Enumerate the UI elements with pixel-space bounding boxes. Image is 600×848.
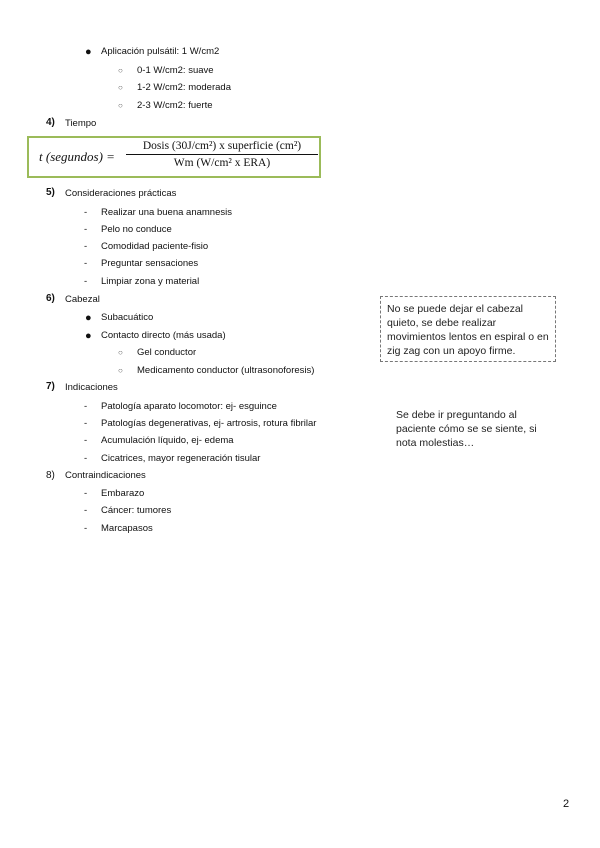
list-item: Patologías degenerativas, ej- artrosis, rotura fibrilar [101, 418, 317, 429]
formula-fraction [126, 140, 318, 169]
dash-bullet-icon: - [84, 207, 88, 218]
section-title-cabezal: Cabezal [65, 294, 100, 305]
section-title-contraindicaciones: Contraindicaciones [65, 470, 146, 481]
hollow-bullet-icon: ○ [118, 366, 123, 375]
section-number: 6) [46, 293, 55, 304]
section-title-consideraciones: Consideraciones prácticas [65, 188, 177, 199]
hollow-bullet-icon: ○ [118, 83, 123, 92]
list-item: Pelo no conduce [101, 224, 172, 235]
dash-bullet-icon: - [84, 505, 88, 516]
paciente-note: Se debe ir preguntando al paciente cómo se se siente, si nota molestias… [396, 409, 537, 449]
dash-bullet-icon: - [84, 523, 88, 534]
section-number: 7) [46, 381, 55, 392]
list-item: Medicamento conductor (ultrasonoforesis) [137, 365, 315, 376]
page-number: 2 [563, 798, 570, 810]
list-item: Embarazo [101, 488, 145, 499]
pulsatil-item: Aplicación pulsátil: 1 W/cm2 [101, 46, 220, 57]
bullet-icon: ● [85, 312, 92, 324]
list-item: 2-3 W/cm2: fuerte [137, 100, 213, 111]
dash-bullet-icon: - [84, 241, 88, 252]
section-title-tiempo: Tiempo [65, 118, 97, 129]
hollow-bullet-icon: ○ [118, 101, 123, 110]
list-item: Cicatrices, mayor regeneración tisular [101, 453, 261, 464]
list-item: 1-2 W/cm2: moderada [137, 82, 231, 93]
hollow-bullet-icon: ○ [118, 66, 123, 75]
dash-bullet-icon: - [84, 224, 88, 235]
list-item: Contacto directo (más usada) [101, 330, 226, 341]
bullet-icon: ● [85, 330, 92, 342]
dash-bullet-icon: - [84, 258, 88, 269]
formula-denominator: Wm (W/cm² x ERA) [173, 157, 271, 169]
list-item: Marcapasos [101, 523, 153, 534]
formula-box [27, 136, 321, 178]
dash-bullet-icon: - [84, 276, 88, 287]
cabezal-note: No se puede dejar el cabezal quieto, se debe realizar movimientos lentos en espiral o en zig zag con un apoyo firme. [380, 296, 556, 362]
list-item: Acumulación líquido, ej- edema [101, 435, 234, 446]
list-item: Subacuático [101, 312, 154, 323]
list-item: Realizar una buena anamnesis [101, 207, 232, 218]
dash-bullet-icon: - [84, 401, 88, 412]
hollow-bullet-icon: ○ [118, 348, 123, 357]
dash-bullet-icon: - [84, 488, 88, 499]
list-item: Cáncer: tumores [101, 505, 172, 516]
list-item: Patología aparato locomotor: ej- esguince [101, 401, 277, 412]
list-item: Gel conductor [137, 347, 197, 358]
formula-numerator: Dosis (30J/cm²) x superficie (cm²) [126, 140, 318, 155]
list-item: Preguntar sensaciones [101, 258, 199, 269]
dash-bullet-icon: - [84, 418, 88, 429]
section-number: 4) [46, 117, 55, 128]
section-title-indicaciones: Indicaciones [65, 382, 118, 393]
section-number: 8) [46, 470, 55, 481]
dash-bullet-icon: - [84, 453, 88, 464]
list-item: Limpiar zona y material [101, 276, 200, 287]
list-item: Comodidad paciente-fisio [101, 241, 209, 252]
bullet-icon: ● [85, 46, 92, 58]
formula-lhs: t (segundos) = [39, 149, 115, 164]
list-item: 0-1 W/cm2: suave [137, 65, 214, 76]
section-number: 5) [46, 187, 55, 198]
dash-bullet-icon: - [84, 435, 88, 446]
